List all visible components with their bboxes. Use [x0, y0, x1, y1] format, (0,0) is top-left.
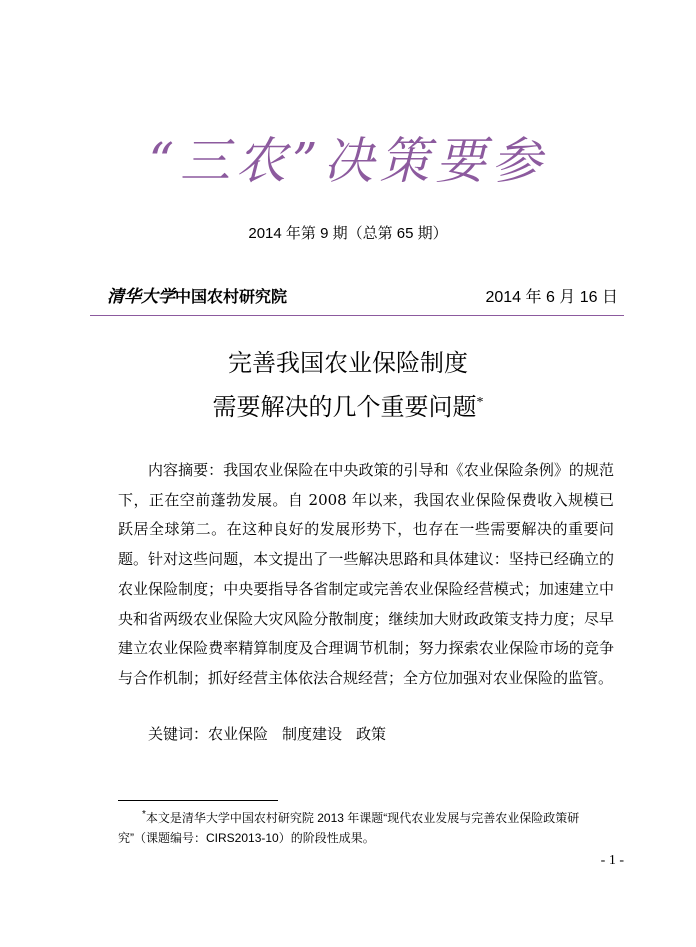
footnote-rule — [118, 800, 278, 801]
keyword: 政策 — [356, 725, 387, 743]
masthead-title: “三农”决策要参 — [148, 132, 548, 190]
publish-date: 2014 年 6 月 16 日 — [485, 289, 618, 306]
article-title-line2 — [0, 396, 696, 420]
abstract-label: 内容摘要： — [148, 461, 224, 479]
keyword: 制度建设 — [282, 725, 343, 743]
org-logo: 清华大学 — [107, 287, 175, 307]
organization — [107, 282, 287, 307]
keywords-label: 关键词： — [148, 725, 209, 743]
footnote-mark: * — [142, 809, 146, 820]
header-divider — [90, 315, 624, 316]
keyword: 农业保险 — [208, 725, 269, 743]
footnote — [118, 805, 618, 848]
issue-number: 2014 年第 9 期（总第 65 期） — [248, 225, 448, 242]
article-title-line1: 完善我国农业保险制度 — [228, 351, 468, 377]
abstract-text: 我国农业保险在中央政策的引导和《农业保险条例》的规范下，正在空前蓬勃发展。自 2008 年以来，我国农业保险保费收入规模已跃居全球第二。在这种良好的发展形势下，也存在一些需要解决的重要问题。针对这些问题，本文提出了一些解决思路和具体建议：坚持已经确立的农业保险制度；中央要指导各省制定或完善农业保险经营模式；加速建立中央和省两级农业保险大灾风险分散制度；继续加大财政政策支持力度；尽早建立农业保险费率精算制度及合理调节机制；努力探索农业保险市场的竞争与合作机制；抓好经营主体依法合规经营；全方位加强对农业保险的监管。 — [118, 461, 614, 687]
abstract — [118, 456, 614, 694]
footnote-text: 本文是清华大学中国农村研究院 2013 年课题“现代农业发展与完善农业保险政策研究”（课题编号：CIRS2013-10）的阶段性成果。 — [118, 811, 580, 845]
footnote-marker: * — [476, 395, 484, 410]
article-title-text: 需要解决的几个重要问题 — [212, 395, 477, 421]
keywords — [148, 723, 386, 744]
org-name: 中国农村研究院 — [175, 289, 288, 306]
page-number: - 1 - — [600, 853, 624, 868]
